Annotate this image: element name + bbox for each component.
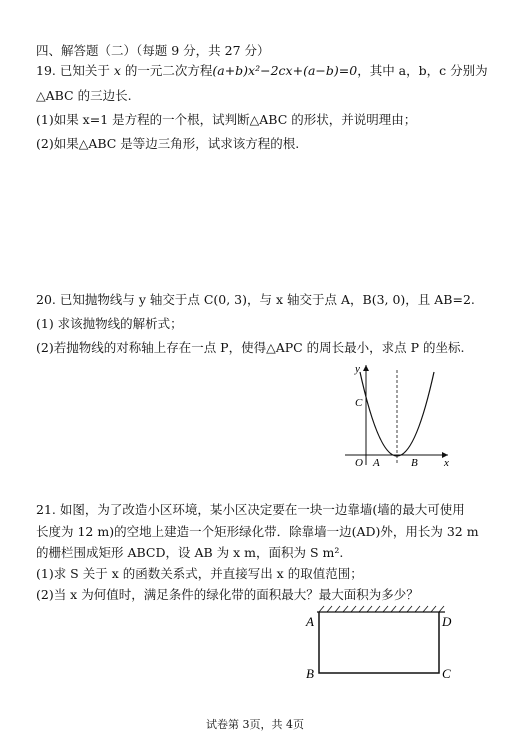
q21-stem-line2: 长度为 12 m)的空地上建造一个矩形绿化带．除靠墙一边(AD)外，用长为 32 m [36,524,479,539]
wall-hatching [317,606,445,612]
q20-part2: (2)若抛物线的对称轴上存在一点 P，使得△APC 的周长最小，求点 P 的坐标. [36,340,465,355]
q20-stem: 20. 已知抛物线与 y 轴交于点 C(0, 3)，与 x 轴交于点 A，B(3, 0)，且 AB=2. [36,292,475,307]
q19-intro-c: ，其中 a，b，c 分别为 [357,63,488,78]
label-x: x [444,457,449,469]
q19-stem-line1 [36,63,488,79]
q21-stem-line3: 的栅栏围成矩形 ABCD，设 AB 为 x m，面积为 S m². [36,545,344,560]
q21-part1: (1)求 S 关于 x 的函数关系式，并直接写出 x 的取值范围； [36,566,363,581]
label-A-rect: A [306,614,314,629]
q19-part2: (2)如果△ABC 是等边三角形，试求该方程的根. [36,136,300,151]
q20-part1: (1) 求该抛物线的解析式； [36,316,183,331]
q19-stem-line2: △ABC 的三边长. [36,88,132,103]
wall-rectangle-figure [303,604,463,684]
section-heading: 四、解答题（二）（每题 9 分，共 27 分） [36,43,270,58]
fence-rectangle [319,612,439,673]
label-B-rect: B [306,666,314,681]
parabola-graph [340,360,460,470]
q21-part2: (2)当 x 为何值时，满足条件的绿化带的面积最大？最大面积为多少？ [36,587,419,602]
label-D-rect: D [442,614,452,629]
q19-var-x: x [113,63,121,78]
label-C-rect: C [442,666,451,681]
page-footer: 试卷第 3页，共 4页 [206,718,304,731]
q19-intro: 19. 已知关于 [36,63,114,78]
label-A: A [373,457,380,469]
parabola-curve [360,372,434,456]
q21-stem-line1: 21. 如图，为了改造小区环境，某小区决定要在一块一边靠墙(墙的最大可使用 [36,502,465,517]
label-O: O [355,457,363,469]
label-y: y [355,363,360,375]
label-C: C [355,397,363,409]
q19-part1: (1)如果 x=1 是方程的一个根，试判断△ABC 的形状，并说明理由； [36,112,417,127]
q19-intro-b: 的一元二次方程 [120,63,213,78]
q19-equation: (a+b)x²−2cx+(a−b)=0 [212,63,358,78]
label-B: B [411,457,418,469]
